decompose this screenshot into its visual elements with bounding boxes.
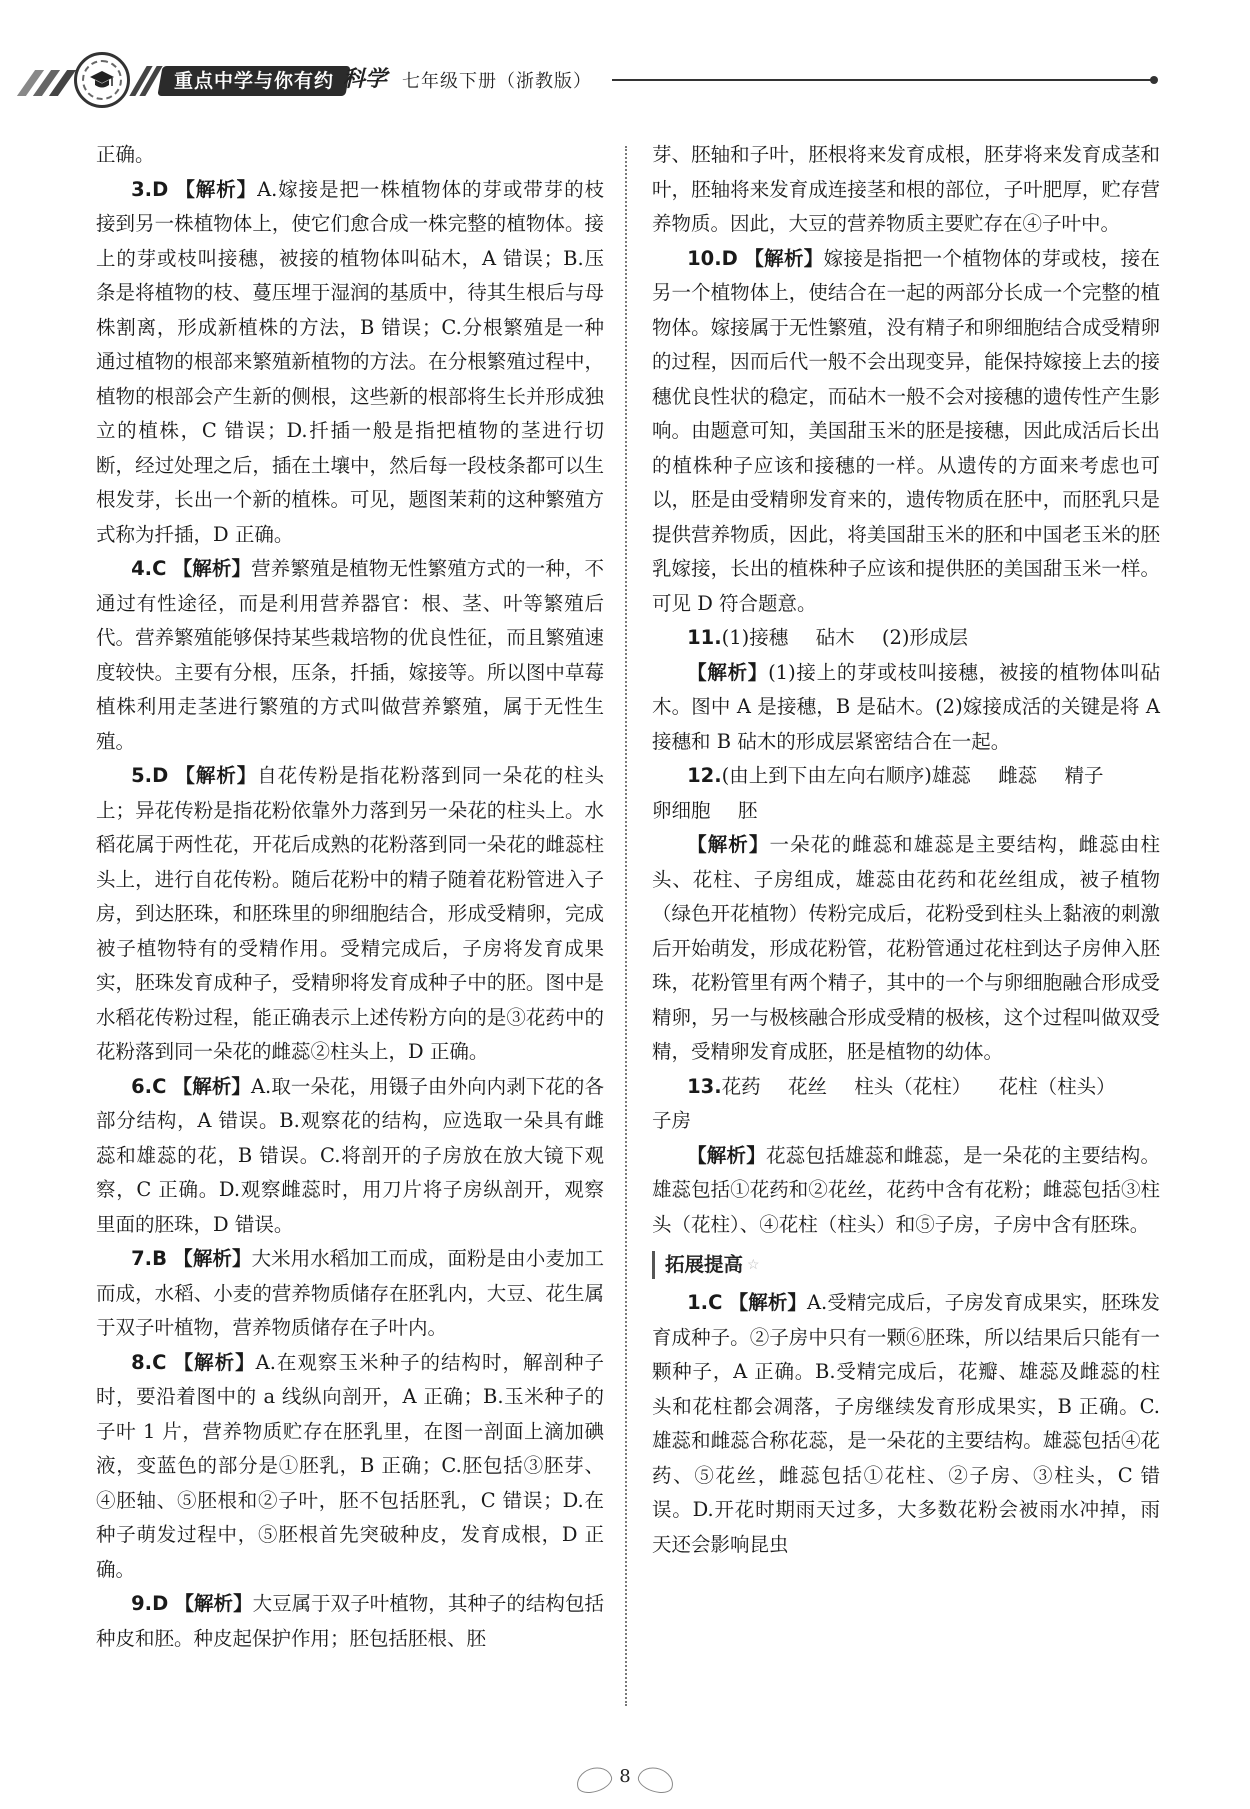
- section-title: 拓展提高: [665, 1252, 744, 1276]
- analysis-tag: 【解析】: [172, 557, 252, 580]
- question-number: 4.C: [131, 557, 167, 580]
- analysis-tag: 【解析】: [728, 1291, 807, 1314]
- series-title: 重点中学与你有约: [174, 70, 335, 92]
- question-number: 10.D: [687, 246, 738, 270]
- answer-paragraph: [652, 1286, 1160, 1562]
- answer-paragraph: 芽、胚轴和子叶，胚根将来发育成根，胚芽将来发育成茎和叶，胚轴将来发育成连接茎和根的部位，子叶肥厚，贮存营养物质。因此，大豆的营养物质主要贮存在④子叶中。: [652, 143, 1160, 235]
- analysis-tag: 【解析】: [175, 177, 258, 201]
- answer-paragraph: [96, 1242, 604, 1346]
- answer-text: 卵细胞: [652, 798, 711, 822]
- answer-text: 精子: [1064, 764, 1104, 787]
- answer-text: 花丝: [787, 1074, 827, 1098]
- question-number: 1.C: [687, 1291, 723, 1314]
- right-column: [652, 138, 1160, 1562]
- page-header: [0, 0, 1250, 120]
- section-heading: [652, 1248, 1160, 1282]
- analysis-tag: 【解析】: [173, 1350, 256, 1374]
- analysis-tag: 【解析】: [175, 764, 258, 787]
- answer-paragraph: [652, 242, 1160, 622]
- question-number: 3.D: [131, 177, 169, 201]
- analysis-tag: 【解析】: [687, 833, 770, 856]
- question-number: 6.C: [131, 1074, 167, 1098]
- analysis-tag: 【解析】: [687, 1143, 766, 1167]
- answer-text: 雌蕊: [998, 764, 1038, 787]
- page-number: 8: [619, 1766, 631, 1787]
- column-divider: [625, 146, 627, 1706]
- analysis-text: 大米用水稻加工而成，面粉是由小麦加工而成，水稻、小麦的营养物质储存在胚乳内，大豆、花生属于双子叶植物，营养物质储存在子叶内。: [96, 1247, 604, 1339]
- question-number: 11.: [687, 626, 722, 649]
- answer-paragraph: 正确。: [96, 143, 155, 166]
- analysis-tag: 【解析】: [687, 660, 769, 684]
- answer-paragraph: [96, 1070, 604, 1243]
- analysis-tag: 【解析】: [174, 1592, 253, 1615]
- answer-line-q11: [652, 621, 1160, 656]
- answer-paragraph: [96, 173, 604, 553]
- question-number: 9.D: [131, 1592, 169, 1615]
- grade-label: 七年级下册（浙教版）: [402, 71, 592, 92]
- answer-paragraph: [96, 552, 604, 759]
- answer-text: 子房: [652, 1109, 692, 1132]
- answer-text: 砧木: [815, 626, 855, 649]
- answer-text: 花柱（柱头）: [998, 1074, 1116, 1098]
- series-logo: [74, 52, 130, 108]
- question-number: 13.: [687, 1074, 722, 1098]
- analysis-tag: 【解析】: [172, 1074, 251, 1098]
- analysis-text: A.嫁接是把一株植物体的芽或带芽的枝接到另一株植物体上，使它们愈合成一株完整的植物体。接上的芽或枝叫接穗，被接的植物体叫砧木，A 错误；B.压条是将植物的枝、蔓压埋于湿润的基质中，待其生根后与母株割离，形成新植株的方法，B 错误；C.分根繁殖是一种通过植物的根部来繁殖新植物的方法。在分根繁殖过程中，植物的根部会产生新的侧根，这些新的根部将生长并形成独立的植株，C 错误；D.扦插一般是指把植物的茎进行切断，经过处理之后，插在土壤中，然后每一段枝条都可以生根发芽，长出一个新的植株。可见，题图茉莉的这种繁殖方式称为扦插，D 正确。: [96, 177, 604, 546]
- left-column: [96, 138, 604, 1656]
- graduation-cap-icon: [82, 60, 122, 100]
- analysis-text: 大豆属于双子叶植物，其种子的结构包括种皮和胚。种皮起保护作用；胚包括胚根、胚: [96, 1592, 604, 1650]
- analysis-text: 自花传粉是指花粉落到同一朵花的柱头上；异花传粉是指花粉依靠外力落到另一朵花的柱头上。水稻花属于两性花，开花后成熟的花粉落到同一朵花的雌蕊柱头上，进行自花传粉。随后花粉中的精子随着花粉管进入子房，到达胚珠，和胚珠里的卵细胞结合，形成受精卵，完成被子植物特有的受精作用。受精完成后，子房将发育成果实，胚珠发育成种子，受精卵将发育成种子中的胚。图中是水稻花传粉过程，能正确表示上述传粉方向的是③花药中的花粉落到同一朵花的雌蕊②柱头上，D 正确。: [96, 764, 604, 1063]
- answer-text: (1)接穗: [721, 626, 789, 649]
- answer-paragraph: [652, 1139, 1160, 1243]
- page-footer: [560, 1760, 690, 1800]
- analysis-text: A.取一朵花，用镊子由外向内剥下花的各部分结构，A 错误。B.观察花的结构，应选取一朵具有雌蕊和雄蕊的花，B 错误。C.将剖开的子房放在放大镜下观察，C 正确。D.观察雌蕊时，用刀片将子房纵剖开，观察里面的胚珠，D 错误。: [96, 1074, 604, 1236]
- answer-text: 柱头（花柱）: [854, 1074, 972, 1098]
- answer-paragraph: [96, 1587, 604, 1656]
- analysis-text: (1)接上的芽或枝叫接穗，被接的植物体叫砧木。图中 A 是接穗，B 是砧木。(2)嫁接成活的关键是将 A 接穗和 B 砧木的形成层紧密结合在一起。: [652, 660, 1160, 753]
- answer-line-q13: [652, 1070, 1160, 1139]
- subject-title: 科学: [343, 66, 388, 92]
- series-title-badge: [157, 66, 350, 96]
- answer-text: 花药: [721, 1074, 761, 1098]
- question-number: 7.B: [131, 1247, 167, 1270]
- answer-paragraph: [652, 656, 1160, 760]
- header-rule: [612, 79, 1152, 81]
- answer-line-q12: [652, 759, 1160, 828]
- analysis-text: 营养繁殖是植物无性繁殖方式的一种，不通过有性途径，而是利用营养器官：根、茎、叶等繁殖后代。营养繁殖能够保持某些栽培物的优良性征，而且繁殖速度较快。主要有分根，压条，扦插，嫁接等。所以图中草莓植株利用走茎进行繁殖的方式叫做营养繁殖，属于无性生殖。: [96, 557, 604, 753]
- answer-text: (由上到下由左向右顺序)雄蕊: [721, 764, 971, 787]
- analysis-text: 嫁接是指把一个植物体的芽或枝，接在另一个植物体上，使结合在一起的两部分长成一个完整的植物体。嫁接属于无性繁殖，没有精子和卵细胞结合成受精卵的过程，因而后代一般不会出现变异，能保持嫁接上去的接穗优良性状的稳定，而砧木一般不会对接穗的遗传性产生影响。由题意可知，美国甜玉米的胚是接穗，因此成活后长出的植株种子应该和接穗的一样。从遗传的方面来考虑也可以，胚是由受精卵发育来的，遗传物质在胚中，而胚乳只是提供营养物质，因此，将美国甜玉米的胚和中国老玉米的胚乳嫁接，长出的植株种子应该和提供胚的美国甜玉米一样。可见 D 符合题意。: [652, 246, 1160, 615]
- answer-paragraph: [96, 1346, 604, 1588]
- analysis-tag: 【解析】: [744, 246, 824, 270]
- analysis-text: A.受精完成后，子房发育成果实，胚珠发育成种子。②子房中只有一颗⑥胚珠，所以结果后只能有一颗种子，A 正确。B.受精完成后，花瓣、雄蕊及雌蕊的柱头和花柱都会凋落，子房继续发育形成果实，B 正确。C.雄蕊和雌蕊合称花蕊，是一朵花的主要结构。雄蕊包括④花药、⑤花丝，雌蕊包括①花柱、②子房、③柱头，C 错误。D.开花时期雨天过多，大多数花粉会被雨水冲掉，雨天还会影响昆虫: [652, 1291, 1160, 1556]
- header-rule-dot: [1150, 76, 1158, 84]
- answer-text: 胚: [737, 798, 758, 822]
- analysis-text: 花蕊包括雄蕊和雌蕊，是一朵花的主要结构。雄蕊包括①花药和②花丝，花药中含有花粉；雌蕊包括③柱头（花柱）、④花柱（柱头）和⑤子房，子房中含有胚珠。: [652, 1143, 1160, 1236]
- analysis-text: 一朵花的雌蕊和雄蕊是主要结构，雌蕊由柱头、花柱、子房组成，雄蕊由花药和花丝组成，被子植物（绿色开花植物）传粉完成后，花粉受到柱头上黏液的刺激后开始萌发，形成花粉管，花粉管通过花柱到达子房伸入胚珠，花粉管里有两个精子，其中的一个与卵细胞融合形成受精卵，另一与极核融合形成受精的极核，这个过程叫做双受精，受精卵发育成胚，胚是植物的幼体。: [652, 833, 1160, 1063]
- answer-paragraph: [96, 759, 604, 1070]
- analysis-tag: 【解析】: [173, 1247, 252, 1270]
- question-number: 12.: [687, 764, 722, 787]
- answer-paragraph: [652, 828, 1160, 1070]
- question-number: 8.C: [131, 1350, 167, 1374]
- star-icon: ☆: [747, 1256, 760, 1273]
- answer-text: (2)形成层: [881, 626, 968, 649]
- section-bar: [652, 1251, 655, 1279]
- question-number: 5.D: [131, 764, 169, 787]
- analysis-text: A.在观察玉米种子的结构时，解剖种子时，要沿着图中的 a 线纵向剖开，A 正确；B.玉米种子的子叶 1 片，营养物质贮存在胚乳里，在图一剖面上滴加碘液，变蓝色的部分是①胚乳，B 正确；C.胚包括③胚芽、④胚轴、⑤胚根和②子叶，胚不包括胚乳，C 错误；D.在种子萌发过程中，⑤胚根首先突破种皮，发育成根，D 正确。: [96, 1350, 605, 1581]
